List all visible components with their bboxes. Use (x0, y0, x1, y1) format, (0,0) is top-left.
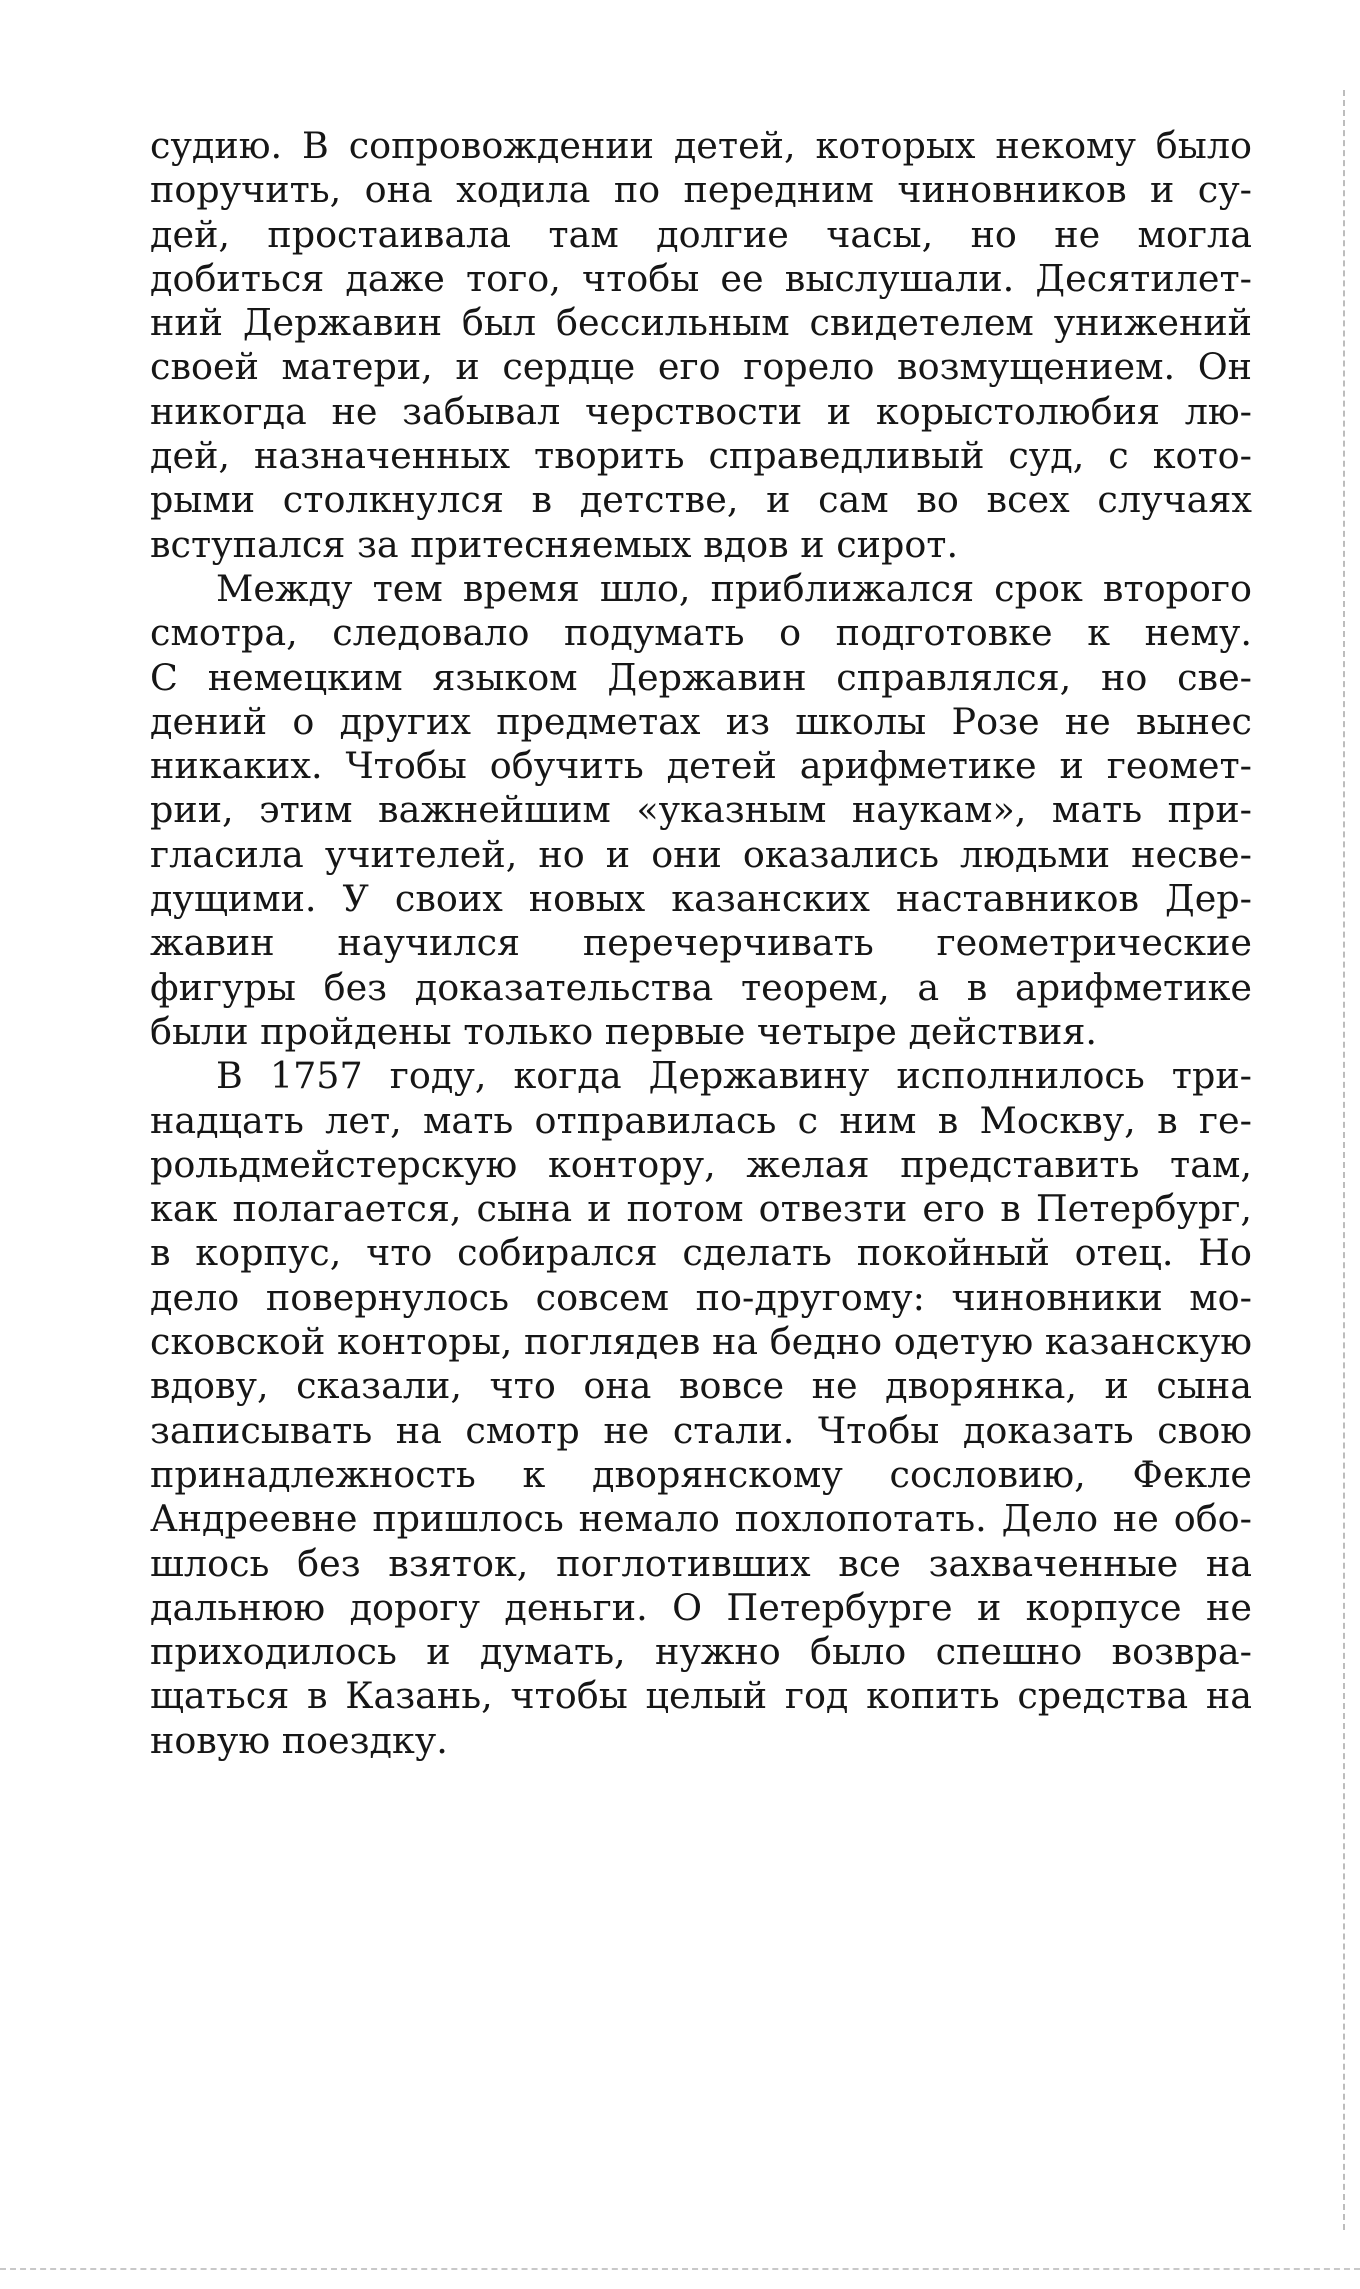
text-line: судию. В сопровождении детей, которых некому было (150, 124, 1252, 167)
text-line: новую поездку. (150, 1718, 448, 1762)
text-line: дей, простаивала там долгие часы, но не могла (150, 212, 1252, 256)
text-line: принадлежность к дворянскому сословию, Фекле (150, 1452, 1252, 1496)
text-line: сковской конторы, поглядев на бедно одетую казанскую (150, 1320, 1252, 1364)
body-text (150, 124, 1252, 1763)
paragraph (150, 124, 1252, 567)
text-line: никогда не забывал черствости и корыстолюбия лю- (150, 389, 1252, 433)
text-line: никаких. Чтобы обучить детей арифметике и геомет- (150, 744, 1252, 788)
text-line: вступался за притесняемых вдов и сирот. (150, 522, 959, 566)
text-line: рыми столкнулся в детстве, и сам во всех случаях (150, 478, 1252, 522)
paragraph (150, 1054, 1252, 1763)
text-line: приходилось и думать, нужно было спешно возвра- (150, 1630, 1252, 1674)
text-line: дений о других предметах из школы Розе не вынес (150, 699, 1252, 743)
text-line: рии, этим важнейшим «указным наукам», мать при- (150, 788, 1252, 832)
text-line: дущими. У своих новых казанских наставников Дер- (150, 877, 1252, 921)
text-line: ний Державин был бессильным свидетелем унижений (150, 301, 1252, 345)
text-line: поручить, она ходила по передним чиновников и су- (150, 168, 1252, 212)
text-line: жавин научился перечерчивать геометрические (150, 921, 1252, 965)
text-line: С немецким языком Державин справлялся, но све- (150, 655, 1252, 699)
text-line: вдову, сказали, что она вовсе не дворянка, и сына (150, 1364, 1252, 1408)
text-line: надцать лет, мать отправилась с ним в Москву, в ге- (150, 1098, 1252, 1142)
text-line: Между тем время шло, приближался срок второго (216, 566, 1252, 610)
text-line: Андреевне пришлось немало похлопотать. Дело не обо- (150, 1497, 1252, 1541)
text-line: шлось без взяток, поглотивших все захваченные на (150, 1541, 1252, 1585)
text-line: записывать на смотр не стали. Чтобы доказать свою (150, 1408, 1252, 1452)
text-line: дело повернулось совсем по-другому: чиновники мо- (150, 1275, 1252, 1319)
page-bottom-edge (0, 2268, 1360, 2270)
text-line: добиться даже того, чтобы ее выслушали. Десятилет- (150, 256, 1252, 300)
text-line: были пройдены только первые четыре действия. (150, 1009, 1097, 1053)
text-line: смотра, следовало подумать о подготовке к нему. (150, 611, 1252, 655)
text-line: В 1757 году, когда Державину исполнилось три- (216, 1054, 1252, 1098)
text-line: гласила учителей, но и они оказались людьми несве- (150, 832, 1252, 876)
text-line: рольдмейстерскую контору, желая представить там, (150, 1142, 1252, 1186)
text-line: в корпус, что собирался сделать покойный отец. Но (150, 1231, 1252, 1275)
text-line: дей, назначенных творить справедливый суд, с кото- (150, 434, 1252, 478)
text-line: фигуры без доказательства теорем, а в арифметике (150, 965, 1252, 1009)
text-line: щаться в Казань, чтобы целый год копить средства на (150, 1674, 1252, 1718)
text-line: своей матери, и сердце его горело возмущением. Он (150, 345, 1252, 389)
paragraph (150, 567, 1252, 1054)
page-edge-line (1343, 90, 1345, 2230)
text-line: как полагается, сына и потом отвезти его в Петербург, (150, 1187, 1252, 1231)
text-line: дальнюю дорогу деньги. О Петербурге и корпусе не (150, 1585, 1252, 1629)
